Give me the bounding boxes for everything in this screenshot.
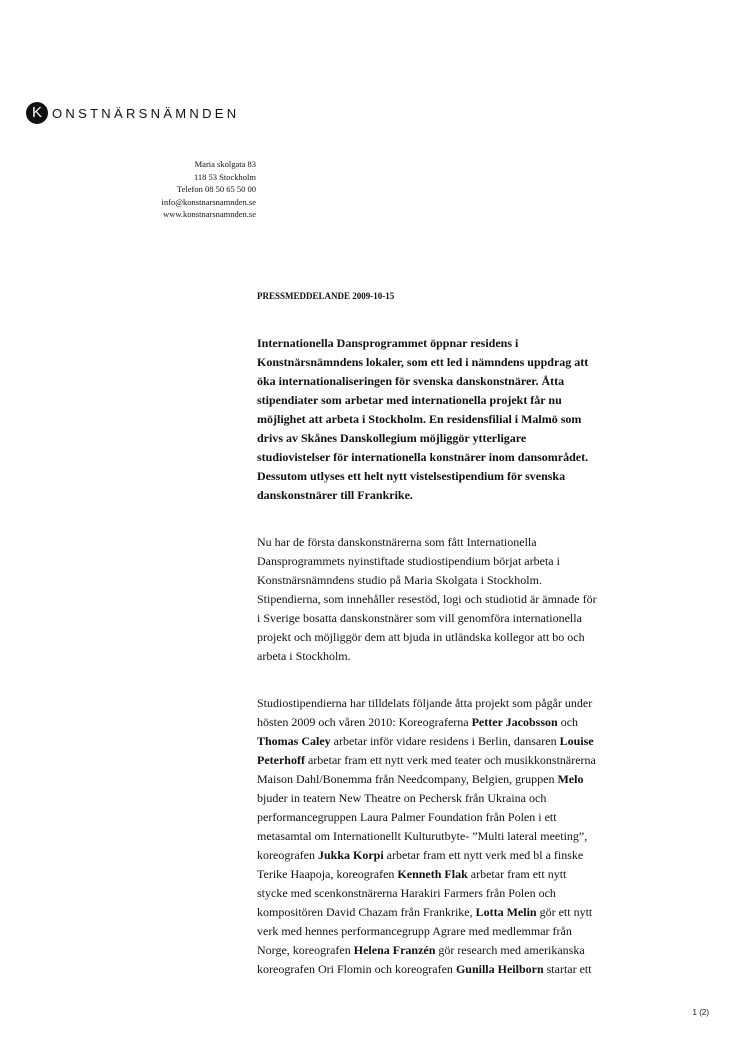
text-segment: koreografen Ori Flomin och koreografen: [257, 962, 456, 976]
address-website[interactable]: www.konstnarsnamnden.se: [163, 209, 256, 219]
page-number: 1 (2): [692, 1008, 709, 1017]
text-segment: startar ett: [543, 962, 592, 976]
text-line: arbeta i Stockholm.: [257, 649, 351, 663]
text-segment: arbetar inför vidare residens i Berlin, dansaren: [330, 734, 560, 748]
body-paragraph-2: [257, 694, 677, 979]
text-line: [257, 922, 677, 941]
text-line: möjlighet att arbeta i Stockholm. En residensfilial i Malmö som: [257, 412, 582, 426]
text-segment: bjuder in teatern New Theatre on Pechersk från Ukraina och: [257, 791, 547, 805]
text-line: [257, 713, 677, 732]
text-line: öka internationaliseringen för svenska danskonstnärer. Åtta: [257, 374, 565, 388]
text-line: [257, 903, 677, 922]
logo-text: ONSTNÄRSNÄMNDEN: [52, 105, 240, 121]
text-line: [257, 770, 677, 789]
text-segment: Terike Haapoja, koreografen: [257, 867, 398, 881]
text-line: [257, 827, 677, 846]
text-line: studiovistelser för internationella konstnärer inom dansområdet.: [257, 450, 589, 464]
text-segment: stycke med scenkonstnärerna Harakiri Farmers från Polen och: [257, 886, 556, 900]
text-segment: performancegruppen Laura Palmer Foundation från Polen i ett: [257, 810, 557, 824]
text-line: [257, 694, 677, 713]
text-line: [257, 789, 677, 808]
body-paragraph-1: [257, 533, 657, 666]
text-segment: arbetar fram ett nytt verk med teater och musikkonstnärerna: [304, 753, 596, 767]
person-name: Peterhoff: [257, 753, 305, 767]
text-line: Dessutom utlyses ett helt nytt vistelsestipendium för svenska: [257, 469, 566, 483]
address-city: 118 53 Stockholm: [193, 171, 256, 182]
text-line: danskonstnärer till Frankrike.: [257, 488, 413, 502]
press-release-title: PRESSMEDDELANDE 2009-10-15: [257, 291, 395, 301]
text-segment: Studiostipendierna har tilldelats följande åtta projekt som pågår under: [257, 696, 593, 710]
text-segment: kompositören David Chazam från Frankrike,: [257, 905, 476, 919]
person-name: Louise: [559, 734, 594, 748]
person-name: Helena Franzén: [353, 943, 436, 957]
address-street: Maria skolgata 83: [194, 159, 256, 169]
text-line: [257, 808, 677, 827]
text-segment: arbetar fram ett nytt verk med bl a finske: [383, 848, 584, 862]
text-segment: arbetar fram ett nytt: [467, 867, 567, 881]
person-name: Gunilla Heilborn: [455, 962, 544, 976]
text-segment: gör ett nytt: [536, 905, 593, 919]
text-line: [257, 884, 677, 903]
text-line: projekt och möjliggör dem att bjuda in utländska kollegor att bo och: [257, 630, 585, 644]
text-line: [257, 865, 677, 884]
text-line: [257, 846, 677, 865]
person-name: Petter Jacobsson: [471, 715, 558, 729]
text-segment: metasamtal om Internationellt Kulturutbyte- ”Multi lateral meeting”,: [257, 829, 588, 843]
text-segment: koreografen: [257, 848, 318, 862]
address-block: [162, 158, 256, 221]
text-line: [257, 732, 677, 751]
person-name: Melo: [557, 772, 584, 786]
text-line: i Sverige bosatta danskonstnärer som vill genomföra internationella: [257, 611, 582, 625]
person-name: Jukka Korpi: [317, 848, 384, 862]
text-line: Dansprogrammets nyinstiftade studiostipendium börjat arbeta i: [257, 554, 560, 568]
text-line: drivs av Skånes Danskollegium möjliggör ytterligare: [257, 431, 527, 445]
logo-k-icon: K: [26, 102, 48, 124]
text-line: Nu har de första danskonstnärerna som fått Internationella: [257, 535, 537, 549]
text-line: Konstnärsnämndens lokaler, som ett led i nämndens uppdrag att: [257, 355, 589, 369]
text-line: [257, 960, 677, 979]
konstnarsnamnden-logo: [26, 102, 239, 124]
person-name: Kenneth Flak: [397, 867, 468, 881]
text-line: Internationella Dansprogrammet öppnar residens i: [257, 336, 519, 350]
text-segment: verk med hennes performancegrupp Agrare med medlemmar från: [257, 924, 572, 938]
text-line: Stipendierna, som innehåller resestöd, logi och studiotid är ämnade för: [257, 592, 597, 606]
text-segment: gör research med amerikanska: [435, 943, 585, 957]
text-line: [257, 941, 677, 960]
text-line: [257, 751, 677, 770]
text-segment: Norge, koreografen: [257, 943, 354, 957]
person-name: Lotta Melin: [475, 905, 537, 919]
lead-paragraph: [257, 334, 657, 505]
text-line: stipendiater som arbetar med internationella projekt får nu: [257, 393, 562, 407]
person-name: Thomas Caley: [257, 734, 331, 748]
text-segment: Maison Dahl/Bonemma från Needcompany, Belgien, gruppen: [257, 772, 558, 786]
text-line: Konstnärsnämndens studio på Maria Skolgata i Stockholm.: [257, 573, 542, 587]
address-email[interactable]: info@konstnarsnamnden.se: [161, 196, 256, 207]
address-phone: Telefon 08 50 65 50 00: [177, 184, 256, 194]
text-segment: och: [557, 715, 579, 729]
text-segment: hösten 2009 och våren 2010: Koreograferna: [257, 715, 472, 729]
